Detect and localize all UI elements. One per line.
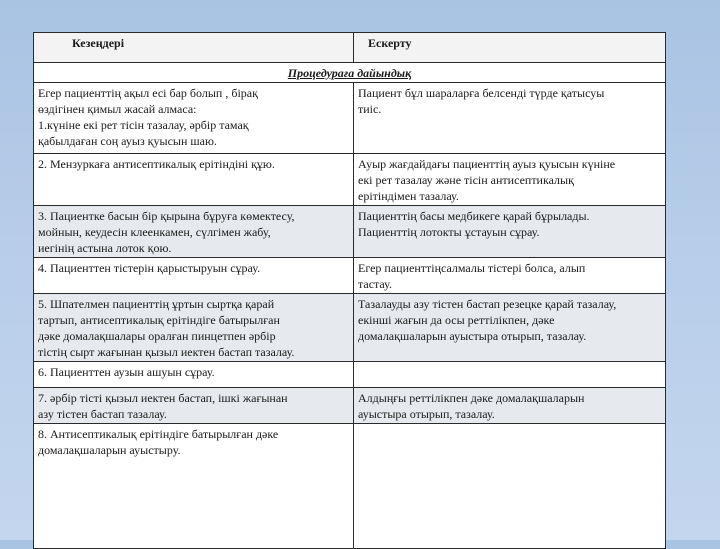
stage-line: 6. Пациенттен аузын ашуын сұрау.: [38, 365, 215, 379]
stage-line: 7. әрбір тісті қызыл иектен бастап, ішкі жағынан: [38, 391, 288, 405]
table-row: [34, 362, 666, 388]
table-row: [34, 294, 666, 362]
header-stages: Кезеңдері: [34, 33, 354, 63]
note-line: Пациент бұл шараларға белсенді түрде қатысуы: [358, 86, 605, 100]
note-line: Пациенттің лотокты ұстауын сұрау.: [358, 225, 540, 239]
stage-line: 4. Пациенттен тістерін қарыстыруын сұрау.: [38, 261, 261, 275]
table-row: [34, 206, 666, 258]
stage-line: тартып, антисептикалық ерітіндіге батырылған: [38, 313, 280, 327]
stage-cell: [34, 154, 354, 206]
note-cell: [354, 294, 666, 362]
table-row: [34, 388, 666, 424]
note-cell: [354, 362, 666, 388]
note-line: Егер пациенттіңсалмалы тістері болса, алып: [358, 261, 586, 275]
note-line: Алдыңғы реттілікпен дәке домалақшаларын: [358, 391, 585, 405]
stage-cell: [34, 388, 354, 424]
table-row: [34, 154, 666, 206]
note-line: тастау.: [358, 277, 392, 291]
note-line: екінші жағын да осы реттілікпен, дәке: [358, 313, 555, 327]
stage-cell: [34, 206, 354, 258]
note-line: тиіс.: [358, 102, 382, 116]
table-row: [34, 424, 666, 549]
stage-line: өздігінен қимыл жасай алмаса:: [38, 102, 197, 116]
note-cell: [354, 83, 666, 154]
section-row: [34, 63, 666, 83]
note-line: ауыстыра отырып, тазалау.: [358, 407, 495, 421]
stage-cell: [34, 83, 354, 154]
table-row: [34, 83, 666, 154]
note-cell: [354, 388, 666, 424]
note-line: Ауыр жағдайдағы пациенттің ауыз қуысын күніне: [358, 157, 616, 171]
procedure-table: [33, 32, 666, 549]
stage-cell: [34, 258, 354, 294]
stage-line: азу тістен бастап тазалау.: [38, 407, 167, 421]
note-line: домалақшаларын ауыстыра отырып, тазалау.: [358, 329, 587, 343]
note-cell: [354, 258, 666, 294]
section-title: Процедураға дайындық: [34, 63, 666, 83]
stage-line: иегінің астына лоток қою.: [38, 241, 172, 255]
stage-cell: [34, 294, 354, 362]
stage-line: 1.күніне екі рет тісін тазалау, әрбір тамақ: [38, 118, 249, 132]
note-line: Тазалауды азу тістен бастап резецке қарай тазалау,: [358, 297, 617, 311]
stage-line: Егер пациенттің ақыл есі бар болып , бірақ: [38, 86, 258, 100]
header-notes: Ескерту: [354, 33, 666, 63]
stage-line: 8. Антисептикалық ерітіндіге батырылған дәке: [38, 427, 279, 441]
stage-line: 2. Мензуркаға антисептикалық ерітіндіні құю.: [38, 157, 275, 171]
stage-cell: [34, 424, 354, 549]
stage-line: домалақшаларын ауыстыру.: [38, 443, 181, 457]
stage-line: тістің сырт жағынан қызыл иектен бастап тазалау.: [38, 345, 295, 359]
note-line: Пациенттің басы медбикеге қарай бұрылады.: [358, 209, 590, 223]
note-cell: [354, 424, 666, 549]
stage-cell: [34, 362, 354, 388]
note-line: екі рет тазалау және тісін антисептикалық: [358, 173, 574, 187]
stage-line: дәке домалақшалары оралған пинцетпен әрбір: [38, 329, 276, 343]
note-cell: [354, 206, 666, 258]
table-row: [34, 258, 666, 294]
note-cell: [354, 154, 666, 206]
stage-line: қабылдаған соң ауыз қуысын шаю.: [38, 134, 217, 148]
note-line: ерітіндімен тазалау.: [358, 189, 459, 203]
stage-line: мойнын, кеудесін клеенкамен, сүлгімен жабу,: [38, 225, 271, 239]
stage-line: 3. Пациентке басын бір қырына бұруға көмектесу,: [38, 209, 295, 223]
stage-line: 5. Шпателмен пациенттің ұртын сыртқа қарай: [38, 297, 275, 311]
header-row: [34, 33, 666, 63]
